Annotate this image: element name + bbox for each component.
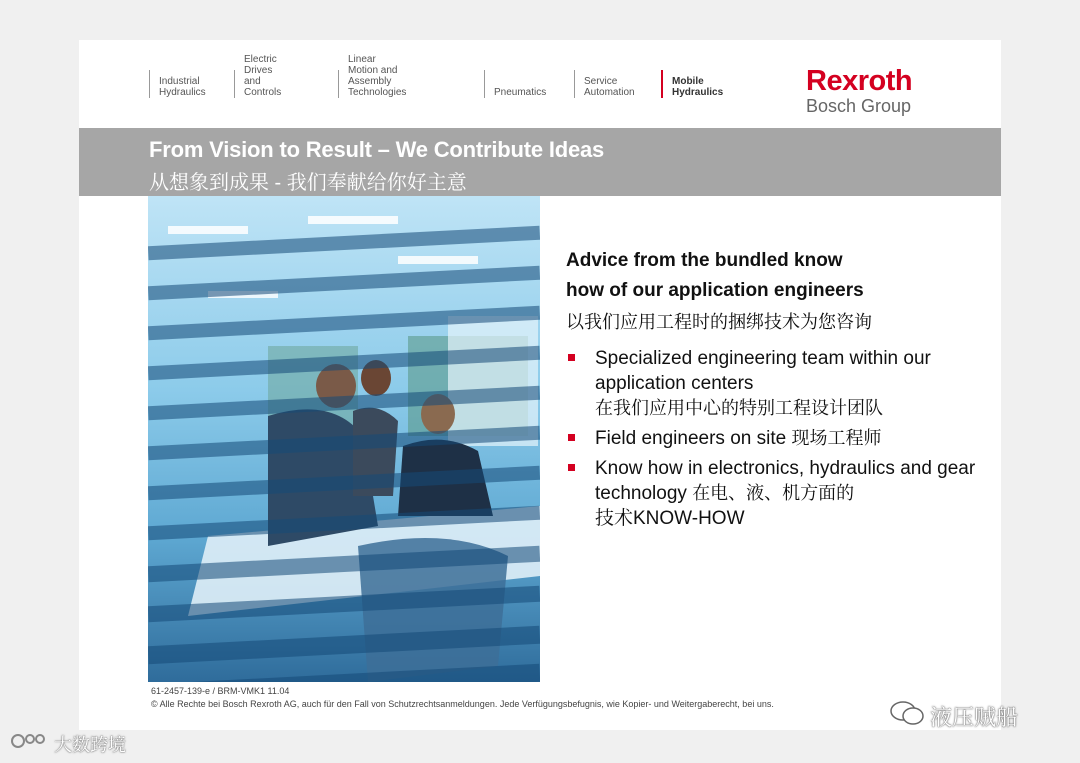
title-banner	[79, 128, 1001, 196]
bullet-item	[566, 346, 986, 421]
nav-item-line1: Industrial	[159, 76, 200, 87]
logo-brand: Rexroth	[806, 65, 913, 97]
bullet-text: Field engineers on site	[595, 428, 792, 449]
photo-illustration	[148, 196, 540, 682]
heading-line2: how of our application engineers	[566, 280, 864, 301]
document-code: 61-2457-139-e / BRM-VMK1 11.04	[151, 686, 290, 696]
nav-item-pneumatics[interactable]	[484, 70, 546, 98]
watermark-right	[890, 700, 1018, 732]
content-heading	[566, 246, 986, 306]
copyright-notice: © Alle Rechte bei Bosch Rexroth AG, auch für den Fall von Schutzrechtsanmeldungen. Jede Verfügungsbefugnis, wie Kopier- und Weitergaberecht, bei uns.	[151, 699, 774, 709]
bullet-text-chinese: 现场工程师	[791, 428, 882, 448]
nav-item-service-automation[interactable]	[574, 70, 635, 98]
nav-item-line2: Automation	[584, 87, 635, 98]
nav-item-line2: Pneumatics	[494, 87, 547, 98]
bullet-list	[566, 346, 986, 531]
bullet-marker-icon	[568, 464, 575, 471]
title-chinese: 从想象到成果 - 我们奉献给你好主意	[149, 172, 467, 194]
watermark-right-text: 液压贼船	[930, 704, 1019, 730]
heading-line1: Advice from the bundled know	[566, 250, 843, 271]
nav-item-linear-motion[interactable]	[338, 54, 407, 98]
bullet-text: Know how in electronics, hydraulics and gear technology	[595, 458, 976, 504]
wechat-icon	[890, 700, 924, 732]
bullet-marker-icon	[568, 434, 575, 441]
content-heading-chinese: 以我们应用工程时的捆绑技术为您咨询	[566, 312, 872, 332]
bullet-item	[566, 456, 986, 531]
bullet-text-chinese: 在我们应用中心的特别工程设计团队	[595, 398, 883, 418]
brand-icon	[10, 730, 50, 757]
bullet-text-chinese: 在电、液、机方面的	[692, 483, 855, 503]
watermark-left-text: 大数跨境	[54, 734, 126, 755]
nav-item-electric-drives[interactable]	[234, 54, 282, 98]
bullet-marker-icon	[568, 354, 575, 361]
nav-item-mobile-hydraulics[interactable]	[661, 70, 723, 98]
nav-item-line2: and Controls	[244, 76, 282, 98]
nav-item-line1: Mobile	[672, 76, 704, 87]
slide	[79, 40, 1001, 730]
content-column	[566, 246, 986, 536]
nav-item-line2: Assembly Technologies	[348, 76, 407, 98]
office-meeting-photo	[148, 196, 540, 682]
nav-item-line2: Hydraulics	[672, 87, 724, 98]
title-english: From Vision to Result – We Contribute Ideas	[149, 137, 605, 162]
bullet-text: Specialized engineering team within our application centers	[595, 348, 931, 394]
nav-item-line2: Hydraulics	[159, 87, 206, 98]
watermark-left	[10, 730, 126, 757]
bullet-text-continued: 技术KNOW-HOW	[595, 508, 745, 529]
logo-group: Bosch Group	[806, 96, 912, 116]
nav-item-line1: Electric Drives	[244, 54, 277, 76]
nav-item-industrial-hydraulics[interactable]	[149, 70, 206, 98]
nav-item-line1: Linear Motion and	[348, 54, 398, 76]
rexroth-logo	[806, 66, 931, 116]
bullet-item	[566, 426, 986, 451]
nav-item-line1: Service	[584, 76, 618, 87]
